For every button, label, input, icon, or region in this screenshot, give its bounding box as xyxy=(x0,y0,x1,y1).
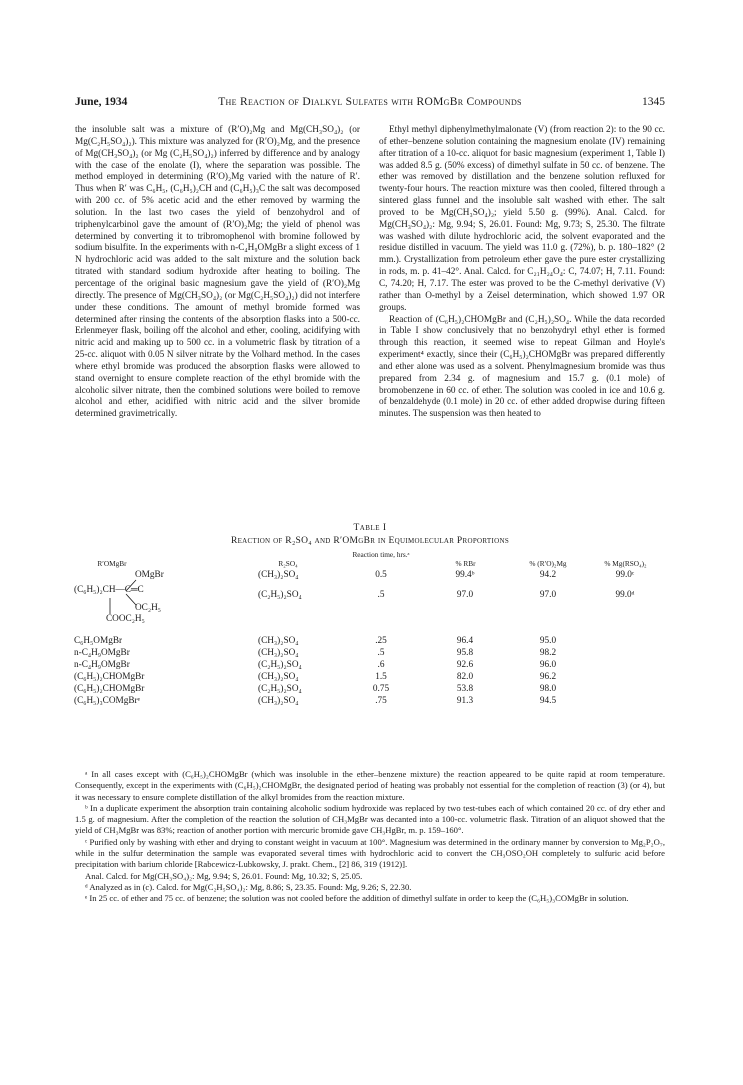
footnote-c-analysis: Anal. Calcd. for Mg(CH₃SO₄)₂: Mg, 9.94; S, 26.01. Found: Mg, 10.32; S, 25.05. xyxy=(85,870,363,881)
header-date: June, 1934 xyxy=(75,96,128,108)
table-cell-time: 0.5 xyxy=(375,570,387,580)
formula-cooc2h5: COOC₂H₅ xyxy=(106,614,145,624)
table-label: Table I xyxy=(353,523,387,533)
table-cell-r2so4: (CH₃)₂SO₄ xyxy=(258,672,299,682)
table-cell-reagent: (C₆H₅)₂CHOMgBr xyxy=(74,672,145,682)
running-header xyxy=(75,96,665,112)
table-footnotes xyxy=(75,769,665,905)
right-column-paragraph-1: Ethyl methyl diphenylmethylmalonate (V) (from reaction 2): to the 90 cc. of ether–benzene solution containing the magnesium enolate (IV) remaining after titration of a 10-cc. aliquot for basic magnesium (experiment 1, Table I) was added 8.5 g. (50% excess) of dimethyl sulfate in 50 cc. of benzene. The ether was removed by distillation and the benzene solution refluxed for twenty-four hours. The reaction mixture was then cooled, filtered through a sintered glass funnel and the insoluble salt washed with ether. The salt proved to be Mg(CH₃SO₄)₂; yield 5.50 g. (99%). Anal. Calcd. for Mg(CH₃SO₄)₂: Mg, 9.94; S, 26.01. Found: Mg, 9.73; S, 25.30. The filtrate was washed with dilute hydrochloric acid, the solvent evaporated and the residue distilled in vacuum. The yield was 11.0 g. (72%), b. p. 180–182° (2 mm.). Crystallization from petroleum ether gave the pure ester crystallizing in rods, m. p. 41–42°. Anal. Calcd. for C₂₁H₂₄O₄: C, 74.07; H, 7.11. Found: C, 74.20; H, 7.17. The ester was proved to be the C-methyl derivative (V) rather than O-methyl by a Zeisel determination, which showed 1.97 OR groups. xyxy=(379,125,665,313)
table-cell-rbr: 97.0 xyxy=(456,590,474,600)
table-cell-ro2mg: 96.0 xyxy=(539,660,557,670)
table-caption: Reaction of R₂SO₄ and R′OMgBr in Equimolecular Proportions xyxy=(230,536,510,546)
table-cell-ro2mg: 94.5 xyxy=(539,696,557,706)
table-cell-rbr: 95.8 xyxy=(456,648,474,658)
table-cell-r2so4: (C₂H₅)₂SO₄ xyxy=(258,684,302,694)
table-cell-time: .5 xyxy=(377,590,385,600)
formula-omgbr: OMgBr xyxy=(135,570,164,580)
table-cell-ro2mg: 98.2 xyxy=(539,648,557,658)
table-cell-r2so4: (CH₃)₂SO₄ xyxy=(258,648,299,658)
header-sulfate: R₂SO₄ xyxy=(278,559,298,568)
footnote-d: ᵈ Analyzed as in (c). Calcd. for Mg(C₂H₅SO₄)₂: Mg, 8.86; S, 23.35. Found: Mg, 9.26; S, 22.30. xyxy=(85,881,412,892)
table-cell-reagent: n-C₄H₉OMgBr xyxy=(74,648,130,658)
table-cell-rbr: 99.4ᵇ xyxy=(455,570,475,580)
header-title: The Reaction of Dialkyl Sulfates with ROMgBr Compounds xyxy=(218,96,522,108)
table-cell-rbr: 92.6 xyxy=(456,660,474,670)
table-cell-time: .6 xyxy=(377,660,385,670)
table-cell-r2so4: (C₂H₅)₂SO₄ xyxy=(258,590,302,600)
table-cell-time: 0.75 xyxy=(372,684,390,694)
table-cell-rbr: 91.3 xyxy=(456,696,474,706)
table-cell-mgrso4: 99.0ᶜ xyxy=(615,570,635,580)
table-cell-reagent: (C₆H₅)₂CHOMgBr xyxy=(74,684,145,694)
formula-bonds xyxy=(88,550,158,640)
left-column-paragraph-1: the insoluble salt was a mixture of (R′O)₂Mg and Mg(CH₃SO₄)₂ (or Mg(C₂H₅SO₄)₂). This mixture was analyzed for (R′O)₂Mg, and the presence of Mg(CH₃SO₄)₂ (or Mg (C₂H₅SO₄)₂) inferred by difference and by analogy with the case of the enolate (I), where the separation was possible. The method employed in determining (R′O)₂Mg varied with the nature of R′. Thus when R′ was C₆H₅, (C₆H₅)₂CH and (C₆H₅)₃C the salt was decomposed with 200 cc. of 5% acetic acid and the ether removed by warming the solution. In the last two cases the yield of benzohydrol and of triphenylcarbinol gave the amount of (R′O)₂Mg; the yield of phenol was determined by converting it to tribromophenol with bromine followed by sodium bisulfite. In the experiments with n-C₄H₉OMgBr a slight excess of 1 N hydrochloric acid was added to the salt mixture and the solution back titrated with standard sodium hydroxide after heating to boiling. The percentage of the original basic magnesium gave the yield of (R′O)₂Mg directly. The presence of Mg(CH₃SO₄)₂ (or Mg(C₂H₅SO₄)₂) did not interfere under these conditions. The amount of methyl bromide formed was determined after rinsing the contents of the absorption flasks into a 500-cc. Erlenmeyer flask, boiling off the alcohol and ether, cooling, acidifying with nitric acid and making up to 500 cc. in a volumetric flask by titration of a 25-cc. aliquot with 0.05 N silver nitrate by the Volhard method. In the cases where ethyl bromide was produced the absorption flasks were allowed to stand overnight to ensure complete reaction of the ethyl bromide with the alcoholic silver nitrate, then the combined solutions were boiled to remove alcohol and ether, acidified with nitric acid and the silver bromide determined gravimetrically. xyxy=(75,125,360,420)
table-cell-time: .5 xyxy=(377,648,385,658)
table-cell-time: .25 xyxy=(375,636,387,646)
table-cell-time: 1.5 xyxy=(375,672,387,682)
table-cell-ro2mg: 94.2 xyxy=(539,570,557,580)
table-cell-ro2mg: 97.0 xyxy=(539,590,557,600)
table-cell-rbr: 96.4 xyxy=(456,636,474,646)
table-cell-r2so4: (C₂H₅)₂SO₄ xyxy=(258,660,302,670)
header-mgrso4: % Mg(RSO₄)₂ xyxy=(604,559,647,568)
table-cell-mgrso4: 99.0ᵈ xyxy=(615,590,635,600)
table-cell-reagent: (C₆H₅)₃COMgBrᵉ xyxy=(74,696,141,706)
table-cell-time: .75 xyxy=(375,696,387,706)
header-reaction-time: Reaction time, hrs.ᵃ xyxy=(352,550,410,559)
footnote-a: ᵃ In all cases except with (C₆H₅)₂CHOMgBr (which was insoluble in the ether–benzene mixture) the reaction appeared to be quite rapid at room temperature. Consequently, except in the experiments with (C₆H₅)₂CHOMgBr, the designated period of heating was probably not essential for the completion of reaction (3) (or 4), but it was necessary to ensure complete distillation of the alkyl bromides from the reaction mixture. xyxy=(75,769,665,802)
table-cell-r2so4: (CH₃)₂SO₄ xyxy=(258,696,299,706)
table-cell-r2so4: (CH₃)₂SO₄ xyxy=(258,570,299,580)
footnote-b: ᵇ In a duplicate experiment the absorption train containing alcoholic sodium hydroxide was replaced by two test-tubes each of which contained 20 cc. of dry ether and 1.5 g. of magnesium. After the completion of the reaction the solution of CH₃MgBr was decanted into a 100-cc. volumetric flask. Titration of an aliquot showed that the yield of CH₃MgBr was 83%; reaction of another portion with mercuric bromide gave CH₃HgBr, m. p. 159–160°. xyxy=(75,802,665,836)
header-ro2mg: % (R′O)₂Mg xyxy=(529,559,567,568)
table-cell-rbr: 82.0 xyxy=(456,672,474,682)
footnote-e: ᵉ In 25 cc. of ether and 75 cc. of benzene; the solution was not cooled before the addition of dimethyl sulfate in order to keep the (C₆H₅)₃COMgBr in solution. xyxy=(85,893,629,904)
header-reagent: R′OMgBr xyxy=(97,559,127,568)
right-column xyxy=(379,125,665,421)
table-cell-reagent: n-C₄H₉OMgBr xyxy=(74,660,130,670)
footnote-c: ᶜ Purified only by washing with ether and drying to constant weight in vacuum at 100°. Magnesium was determined in the ordinary manner by conversion to Mg₂P₂O₇, while in the sulfur determination the sample was evaporated several times with hydrochloric acid to convert the CH₃OSO₂OH completely to sulfuric acid before precipitation with barium chloride [Rabcewicz-Lubkowsky, J. prakt. Chem., [2] 86, 319 (1912)]. xyxy=(75,836,665,870)
formula-backbone: (C₆H₅)₂CH—C═C xyxy=(74,585,144,595)
header-rbr: % RBr xyxy=(455,559,476,568)
table-cell-rbr: 53.8 xyxy=(456,684,474,694)
table-cell-r2so4: (CH₃)₂SO₄ xyxy=(258,636,299,646)
formula-oc2h5: OC₂H₅ xyxy=(135,603,161,613)
table-cell-ro2mg: 98.0 xyxy=(539,684,557,694)
right-column-paragraph-2: Reaction of (C₆H₅)₂CHOMgBr and (C₂H₅)₂SO₄. While the data recorded in Table I show conclusively that no benzohydryl ethyl ether is formed through this reaction, it seemed wise to repeat Gilman and Hoyle's experiment⁴ exactly, since their (C₆H₅)₂CHOMgBr was prepared differently and ether alone was used as a solvent. Phenylmagnesium bromide was thus prepared from 2.34 g. of magnesium and 15.7 g. (0.1 mole) of bromobenzene in 60 cc. of ether. The solution was cooled in ice and 10.6 g. of benzaldehyde (0.1 mole) in 20 cc. of ether added dropwise during fifteen minutes. The suspension was then heated to xyxy=(379,314,665,420)
left-column xyxy=(75,125,360,421)
table-cell-ro2mg: 95.0 xyxy=(539,636,557,646)
table-cell-ro2mg: 96.2 xyxy=(539,672,557,682)
table-cell-reagent: C₆H₅OMgBr xyxy=(74,636,123,646)
header-page-number: 1345 xyxy=(642,96,665,108)
